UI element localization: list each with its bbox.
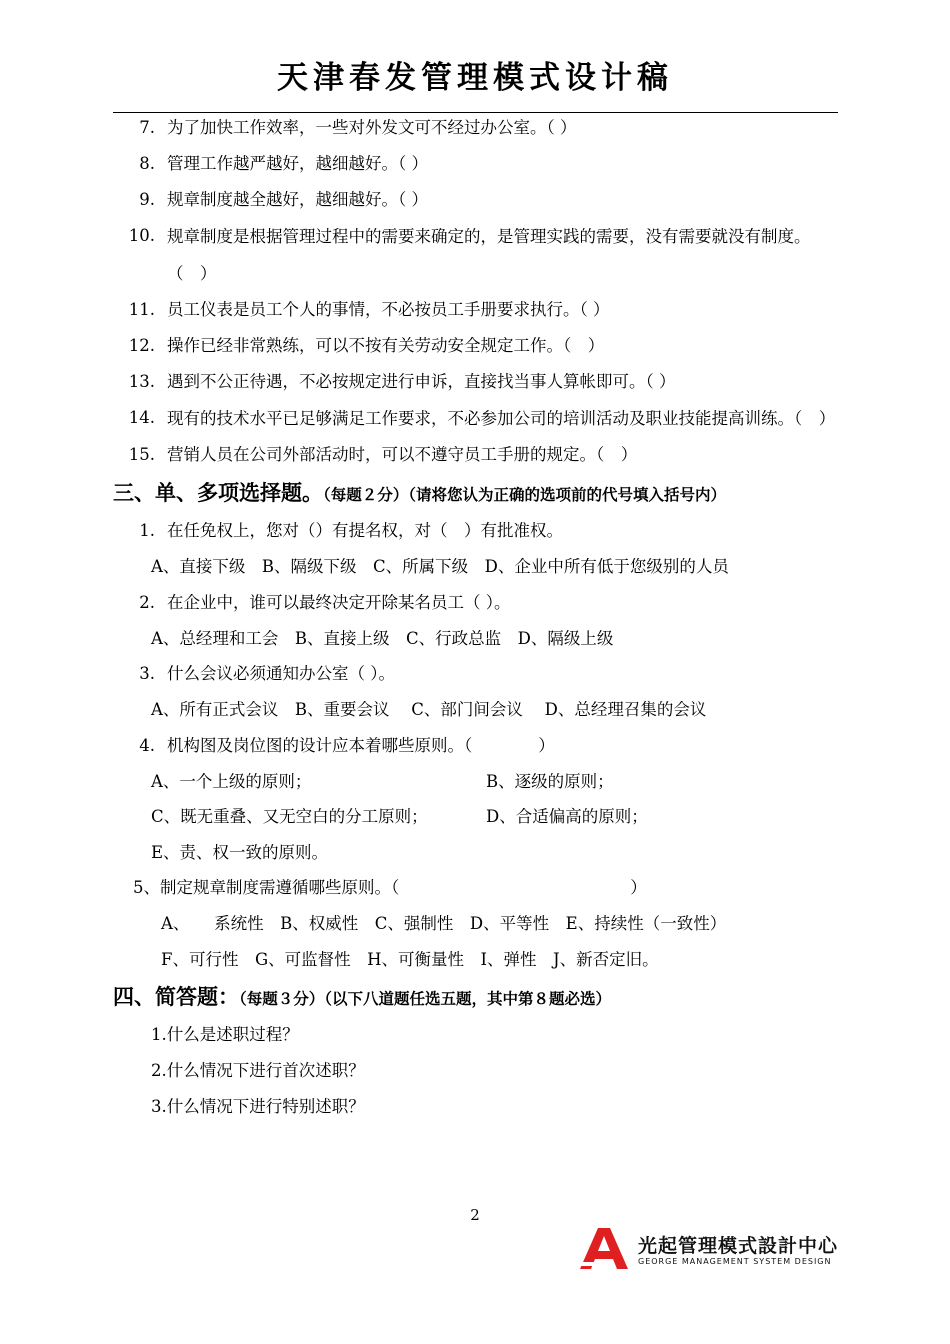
document-title: 天津春发管理模式设计稿 bbox=[277, 60, 673, 96]
choice-question bbox=[113, 728, 843, 764]
option-a: A、一个上级的原则； bbox=[151, 771, 312, 791]
question-number: 4. bbox=[139, 735, 155, 755]
choice-question bbox=[113, 513, 843, 549]
question-number: 8. bbox=[139, 154, 155, 173]
question-number: 7. bbox=[139, 118, 155, 137]
question-text: 遇到不公正待遇，不必按规定进行申诉，直接找当事人算帐即可。（ ） bbox=[167, 372, 676, 391]
choice-options: A、 系统性 B、权威性 C、强制性 D、平等性 E、持续性（一致性） bbox=[161, 914, 727, 933]
company-logo bbox=[578, 1226, 848, 1276]
question-number: 1. bbox=[139, 521, 155, 540]
question-number: 11. bbox=[128, 300, 155, 319]
document-body bbox=[113, 110, 843, 1125]
question-text: 规章制度越全越好，越细越好。（ ） bbox=[167, 190, 428, 209]
short-answer-item: 3.什么情况下进行特别述职？ bbox=[151, 1097, 365, 1116]
option-c: C、既无重叠、又无空白的分工原则； bbox=[151, 807, 428, 826]
question-number: 15. bbox=[128, 445, 155, 464]
question-text: 管理工作越严越好，越细越好。（ ） bbox=[167, 154, 428, 173]
question-number: 2. bbox=[139, 592, 155, 612]
choice-options-row bbox=[113, 799, 843, 835]
section-heading-short-answer bbox=[113, 979, 843, 1017]
choice-question bbox=[113, 656, 843, 692]
question-item bbox=[113, 328, 843, 364]
question-text: 员工仪表是员工个人的事情，不必按员工手册要求执行。（ ） bbox=[167, 300, 610, 319]
choice-options: A、总经理和工会 B、直接上级 C、行政总监 D、隔级上级 bbox=[151, 628, 614, 648]
question-text: 规章制度是根据管理过程中的需要来确定的，是管理实践的需要，没有需要就没有制度。（ ） bbox=[167, 227, 811, 283]
choice-options: A、所有正式会议 B、重要会议 C、部门间会议 D、总经理召集的会议 bbox=[151, 700, 707, 719]
page-number: 2 bbox=[470, 1206, 480, 1224]
question-number: 12. bbox=[128, 336, 155, 355]
choice-question bbox=[113, 870, 843, 906]
question-item bbox=[113, 437, 843, 473]
option-d: D、合适偏高的原则； bbox=[486, 807, 648, 826]
short-answer-item: 1.什么是述职过程？ bbox=[151, 1025, 299, 1044]
question-text: 什么会议必须通知办公室（ ）。 bbox=[167, 664, 395, 683]
choice-options: F、可行性 G、可监督性 H、可衡量性 I、弹性 J、新否定旧。 bbox=[161, 949, 659, 969]
logo-english-name: GEORGE MANAGEMENT SYSTEM DESIGN bbox=[638, 1257, 832, 1266]
question-number: 14. bbox=[128, 408, 155, 427]
question-item bbox=[113, 292, 843, 328]
question-text: 在企业中，谁可以最终决定开除某名员工（ ）。 bbox=[167, 592, 511, 612]
section-heading-choice bbox=[113, 475, 838, 513]
question-number: 3. bbox=[139, 664, 155, 683]
question-text: 为了加快工作效率，一些对外发文可不经过办公室。（ ） bbox=[167, 118, 577, 137]
question-number: 13. bbox=[128, 372, 155, 391]
question-item bbox=[113, 110, 843, 146]
question-item bbox=[113, 218, 843, 292]
logo-a-mark-icon bbox=[578, 1226, 630, 1270]
question-number: 9. bbox=[139, 190, 155, 209]
logo-chinese-name: 光起管理模式設計中心 bbox=[638, 1235, 839, 1257]
option-e: E、责、权一致的原则。 bbox=[151, 842, 329, 862]
section-title: 三、单、多项选择题。 bbox=[113, 481, 323, 505]
question-spacer bbox=[113, 870, 133, 906]
question-item bbox=[113, 400, 843, 437]
section-title: 四、简答题： bbox=[113, 985, 239, 1009]
question-text: 现有的技术水平已足够满足工作要求，不必参加公司的培训活动及职业技能提高训练。（ ） bbox=[167, 409, 836, 428]
question-text: 5、制定规章制度需遵循哪些原则。（ ） bbox=[133, 878, 647, 897]
choice-options-row bbox=[113, 764, 843, 800]
question-item bbox=[113, 146, 843, 182]
choice-question bbox=[113, 585, 843, 621]
question-text: 营销人员在公司外部活动时，可以不遵守员工手册的规定。（ ） bbox=[167, 445, 638, 464]
question-text: 机构图及岗位图的设计应本着哪些原则。（ ） bbox=[167, 735, 555, 755]
question-item bbox=[113, 182, 843, 218]
question-text: 操作已经非常熟练，可以不按有关劳动安全规定工作。（ ） bbox=[167, 336, 605, 355]
section-note: （每题２分）（请将您认为正确的选项前的代号填入括号内） bbox=[323, 486, 727, 504]
question-number: 10. bbox=[128, 226, 155, 245]
question-item bbox=[113, 364, 843, 400]
choice-options: A、直接下级 B、隔级下级 C、所属下级 D、企业中所有低于您级别的人员 bbox=[151, 557, 729, 576]
section-note: （每题３分）（以下八道题任选五题，其中第８题必选） bbox=[239, 990, 612, 1008]
question-text: 在任免权上，您对（）有提名权，对（ ）有批准权。 bbox=[167, 521, 563, 540]
option-b: B、逐级的原则； bbox=[486, 771, 614, 791]
short-answer-item: 2.什么情况下进行首次述职？ bbox=[151, 1061, 365, 1080]
